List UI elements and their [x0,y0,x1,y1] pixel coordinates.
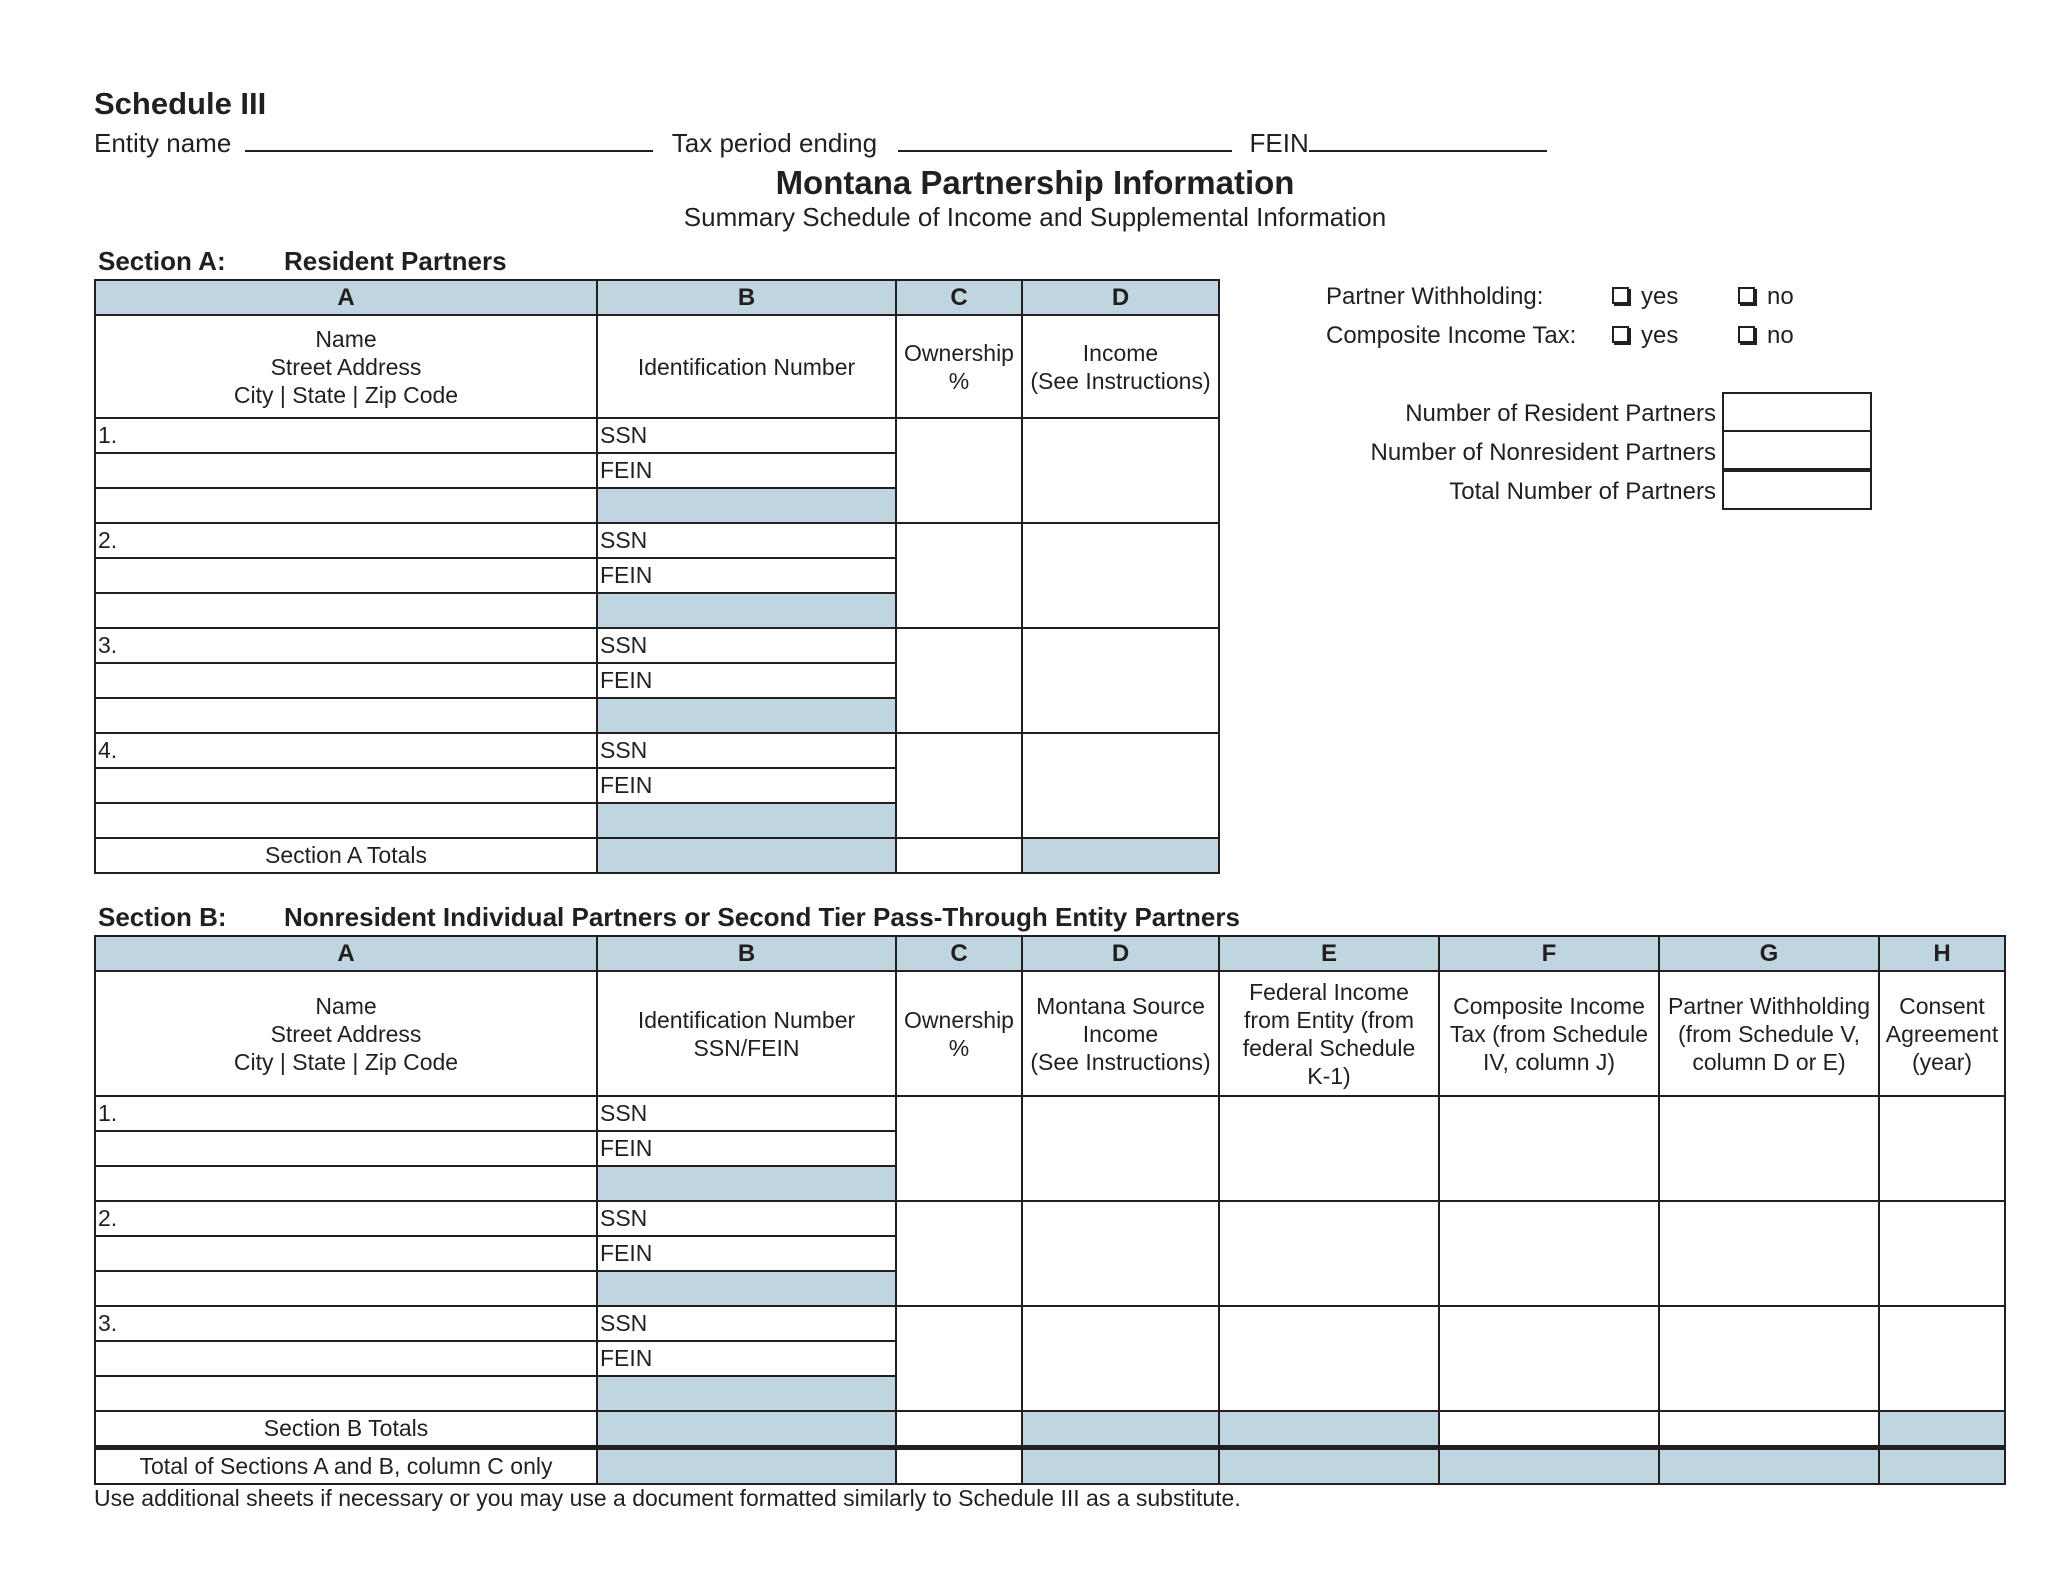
ssn-field[interactable]: SSN [596,732,897,769]
col-a-letter: A [94,279,598,316]
withholding-total-field[interactable] [1658,1410,1880,1447]
shaded-cell [1218,1448,1440,1485]
partner-row-number: 2. [94,522,598,559]
composite-tax-field[interactable] [1438,1200,1660,1307]
col-c-letter: C [895,935,1023,972]
section-b-name: Nonresident Individual Partners or Second Tier Pass-Through Entity Partners [284,902,1240,932]
montana-income-field[interactable] [1021,1095,1220,1202]
city-field[interactable] [94,802,598,839]
ssn-field[interactable]: SSN [596,1305,897,1342]
col-c-letter: C [895,279,1023,316]
city-field[interactable] [94,592,598,629]
withholding-field[interactable] [1658,1095,1880,1202]
composite-tax-total-field[interactable] [1438,1410,1660,1447]
ssn-field[interactable]: SSN [596,1095,897,1132]
ssn-field[interactable]: SSN [596,417,897,454]
partner-row-number: 4. [94,732,598,769]
fein-field[interactable]: FEIN [596,452,897,489]
shaded-cell [596,802,897,839]
address-field[interactable] [94,1235,598,1272]
fein-field[interactable]: FEIN [596,1235,897,1272]
section-b-table [94,935,2008,1491]
grand-total-ownership-field[interactable] [895,1448,1023,1485]
ownership-field[interactable] [895,627,1023,734]
partner-withholding-no[interactable] [1738,283,1794,311]
section-b-label: Section B: [98,902,227,932]
ownership-field[interactable] [895,1305,1023,1412]
resident-count-label: Number of Resident Partners [1405,400,1716,427]
section-a-table [94,279,1222,879]
address-field[interactable] [94,662,598,699]
shaded-cell [596,1410,897,1447]
col-e-header: Federal Income from Entity (from federal Schedule K-1) [1218,970,1440,1097]
partner-row-number: 3. [94,1305,598,1342]
grand-total-label: Total of Sections A and B, column C only [94,1448,598,1485]
checkbox-icon [1738,287,1755,304]
shaded-cell [1218,1410,1440,1447]
city-field[interactable] [94,697,598,734]
section-a-label: Section A: [98,246,226,276]
shaded-cell [1878,1410,2006,1447]
col-c-header: Ownership % [895,970,1023,1097]
ownership-total-field[interactable] [895,837,1023,874]
address-field[interactable] [94,1340,598,1377]
section-b-heading [98,902,1240,933]
fein-field[interactable]: FEIN [596,1130,897,1167]
yes-label: yes [1641,322,1679,349]
no-label: no [1767,283,1794,310]
shaded-cell [596,1448,897,1485]
ssn-field[interactable]: SSN [596,1200,897,1237]
shaded-cell [1021,1448,1220,1485]
col-b-header: Identification Number SSN/FEIN [596,970,897,1097]
checkbox-icon [1738,326,1755,343]
col-a-header: Name Street Address City | State | Zip Code [94,970,598,1097]
partner-withholding-yes[interactable] [1612,283,1678,311]
montana-income-field[interactable] [1021,1200,1220,1307]
yes-label: yes [1641,283,1679,310]
ownership-field[interactable] [895,1200,1023,1307]
composite-income-tax-no[interactable] [1738,322,1794,350]
ownership-field[interactable] [895,522,1023,629]
shaded-cell [1021,1410,1220,1447]
montana-income-field[interactable] [1021,1305,1220,1412]
income-field[interactable] [1021,417,1220,524]
total-count-label: Total Number of Partners [1449,478,1716,505]
composite-tax-field[interactable] [1438,1095,1660,1202]
total-count-field[interactable] [1722,470,1872,510]
tax-period-field[interactable] [898,124,1232,152]
ownership-field[interactable] [895,732,1023,839]
income-field[interactable] [1021,522,1220,629]
form-title: Montana Partnership Information [775,164,1295,201]
partner-row-number: 2. [94,1200,598,1237]
consent-year-field[interactable] [1878,1305,2006,1412]
checkbox-icon [1612,326,1629,343]
col-d-header: Montana Source Income (See Instructions) [1021,970,1220,1097]
entity-name-field[interactable] [245,124,653,152]
fein-field[interactable]: FEIN [596,767,897,804]
federal-income-field[interactable] [1218,1305,1440,1412]
col-e-letter: E [1218,935,1440,972]
composite-income-tax-yes[interactable] [1612,322,1678,350]
footnote: Use additional sheets if necessary or you may use a document formatted similarly to Schedule III as a substitute. [94,1485,1241,1511]
withholding-field[interactable] [1658,1200,1880,1307]
shaded-cell [596,837,897,874]
ownership-total-field[interactable] [895,1410,1023,1447]
schedule-title: Schedule III [94,86,267,121]
section-a-heading [98,246,507,277]
col-d-letter: D [1021,935,1220,972]
city-field[interactable] [94,487,598,524]
col-h-letter: H [1878,935,2006,972]
col-b-letter: B [596,935,897,972]
income-field[interactable] [1021,732,1220,839]
partner-row-number: 3. [94,627,598,664]
shaded-cell [596,1165,897,1202]
col-a-letter: A [94,935,598,972]
shaded-cell [1658,1448,1880,1485]
col-d-header: Income (See Instructions) [1021,314,1220,419]
tax-period-label: Tax period ending [671,128,878,158]
shaded-cell [596,592,897,629]
form-subtitle: Summary Schedule of Income and Supplemental Information [683,202,1387,232]
federal-income-field[interactable] [1218,1095,1440,1202]
shaded-cell [596,1375,897,1412]
resident-count-field[interactable] [1722,392,1872,432]
shaded-cell [596,487,897,524]
address-field[interactable] [94,557,598,594]
section-a-name: Resident Partners [284,246,507,276]
partner-withholding-label: Partner Withholding: [1326,283,1544,310]
nonresident-count-label: Number of Nonresident Partners [1370,439,1716,466]
entity-line [94,124,1547,159]
fein-field[interactable]: FEIN [596,1340,897,1377]
checkbox-icon [1612,287,1629,304]
col-d-letter: D [1021,279,1220,316]
section-a-totals-label: Section A Totals [94,837,598,874]
section-b-totals-label: Section B Totals [94,1410,598,1447]
consent-year-field[interactable] [1878,1200,2006,1307]
partner-row-number: 1. [94,1095,598,1132]
col-a-header: Name Street Address City | State | Zip Code [94,314,598,419]
ssn-field[interactable]: SSN [596,627,897,664]
fein-field[interactable]: FEIN [596,662,897,699]
withholding-field[interactable] [1658,1305,1880,1412]
ssn-field[interactable]: SSN [596,522,897,559]
col-g-letter: G [1658,935,1880,972]
address-field[interactable] [94,452,598,489]
shaded-cell [596,1270,897,1307]
col-g-header: Partner Withholding (from Schedule V, column D or E) [1658,970,1880,1097]
city-field[interactable] [94,1375,598,1412]
consent-year-field[interactable] [1878,1095,2006,1202]
shaded-cell [1438,1448,1660,1485]
income-field[interactable] [1021,627,1220,734]
col-f-header: Composite Income Tax (from Schedule IV, column J) [1438,970,1660,1097]
col-h-header: Consent Agreement (year) [1878,970,2006,1097]
composite-tax-field[interactable] [1438,1305,1660,1412]
fein-field[interactable]: FEIN [596,557,897,594]
fein-field[interactable] [1309,124,1547,152]
col-b-letter: B [596,279,897,316]
city-field[interactable] [94,1165,598,1202]
shaded-cell [1878,1448,2006,1485]
city-field[interactable] [94,1270,598,1307]
ownership-field[interactable] [895,417,1023,524]
fein-label: FEIN [1249,128,1309,158]
no-label: no [1767,322,1794,349]
shaded-cell [596,697,897,734]
federal-income-field[interactable] [1218,1200,1440,1307]
composite-income-tax-label: Composite Income Tax: [1326,322,1577,349]
col-b-header: Identification Number [596,314,897,419]
col-f-letter: F [1438,935,1660,972]
nonresident-count-field[interactable] [1722,430,1872,470]
shaded-cell [1021,837,1220,874]
ownership-field[interactable] [895,1095,1023,1202]
address-field[interactable] [94,767,598,804]
address-field[interactable] [94,1130,598,1167]
col-c-header: Ownership % [895,314,1023,419]
partner-row-number: 1. [94,417,598,454]
entity-name-label: Entity name [94,128,232,158]
